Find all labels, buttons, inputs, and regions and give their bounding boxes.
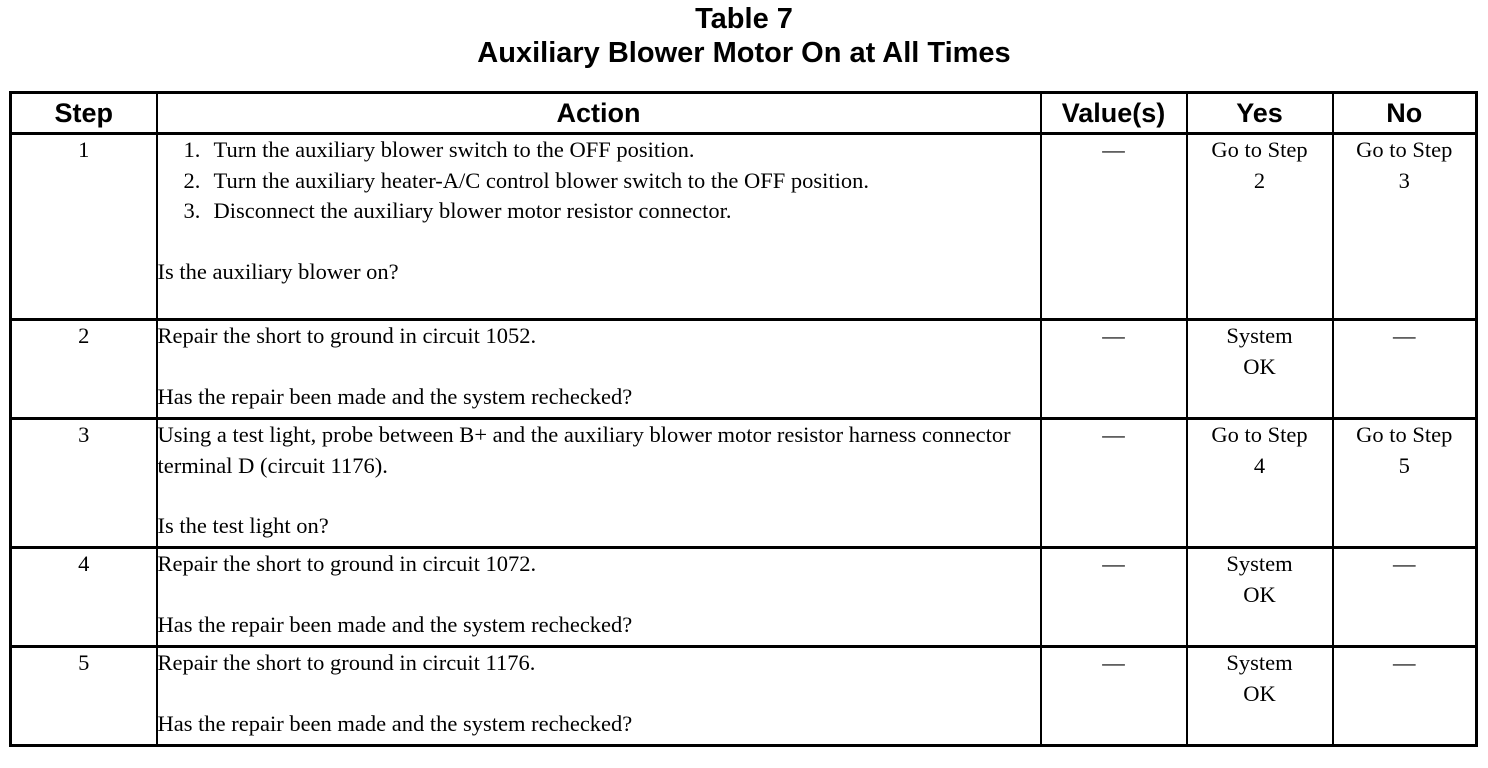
value-cell: — [1041,419,1187,548]
no-label: — [1393,551,1416,576]
no-cell [1333,647,1477,746]
step-number: 2 [11,320,157,419]
step-number: 4 [11,548,157,647]
no-label: Go to Step [1356,137,1453,162]
action-cell [157,419,1041,548]
no-cell [1333,134,1477,320]
yes-target: OK [1243,353,1276,379]
column-header-action: Action [157,93,1041,134]
table-subtitle: Auxiliary Blower Motor On at All Times [477,37,1011,69]
yes-cell [1187,548,1333,647]
list-item-number: 1. [183,137,201,162]
action-cell [157,320,1041,419]
no-target: 5 [1398,452,1410,478]
action-question: Has the repair been made and the system rechecked? [157,710,633,736]
yes-label: System [1226,551,1293,576]
yes-cell [1187,134,1333,320]
yes-target: OK [1243,680,1276,706]
action-steps-list [158,135,1040,227]
yes-label: Go to Step [1211,137,1308,162]
value-cell: — [1041,134,1187,320]
no-label: — [1393,650,1416,675]
step-number: 3 [11,419,157,548]
yes-label: System [1226,650,1293,675]
column-header-step: Step [11,93,157,134]
no-cell [1333,419,1477,548]
list-item-text: Turn the auxiliary blower switch to the OFF position. [213,137,695,162]
action-question: Has the repair been made and the system rechecked? [157,383,633,409]
table-row [11,647,1477,746]
column-header-yes: Yes [1187,93,1333,134]
no-cell [1333,548,1477,647]
step-number: 1 [11,134,157,320]
action-cell [157,134,1041,320]
action-text: Using a test light, probe between B+ and the auxiliary blower motor resistor harness connector terminal D (circuit 1176). [157,422,1011,478]
list-item-text: Turn the auxiliary heater-A/C control blower switch to the OFF position. [213,167,870,193]
no-target: 3 [1398,167,1410,193]
value-cell: — [1041,647,1187,746]
action-text: Repair the short to ground in circuit 1072. [157,551,537,576]
list-item [184,135,1040,166]
table-title: Table 7 [695,3,793,35]
list-item-number: 3. [183,198,201,223]
list-item-number: 2. [183,167,201,193]
column-header-no: No [1333,93,1477,134]
list-item-text: Disconnect the auxiliary blower motor resistor connector. [213,198,732,223]
no-label: — [1393,323,1416,348]
action-cell [157,548,1041,647]
yes-cell [1187,647,1333,746]
action-cell [157,647,1041,746]
yes-target: 4 [1253,452,1266,478]
value-cell: — [1041,548,1187,647]
list-item [184,196,1040,227]
table-row [11,548,1477,647]
table-row [11,419,1477,548]
step-number: 5 [11,647,157,746]
action-question: Is the test light on? [157,513,329,538]
action-question: Is the auxiliary blower on? [157,258,399,284]
yes-cell [1187,320,1333,419]
table-row [11,134,1477,320]
diagnostic-table [9,91,1478,747]
action-text: Repair the short to ground in circuit 1052. [157,323,537,348]
list-item [184,166,1040,197]
value-cell: — [1041,320,1187,419]
yes-label: Go to Step [1211,422,1308,447]
no-cell [1333,320,1477,419]
yes-target: OK [1243,581,1276,607]
no-label: Go to Step [1356,422,1453,447]
action-question: Has the repair been made and the system rechecked? [157,611,633,637]
yes-label: System [1226,323,1293,348]
header-row [11,93,1477,134]
yes-target: 2 [1253,167,1266,193]
yes-cell [1187,419,1333,548]
table-row [11,320,1477,419]
action-text: Repair the short to ground in circuit 1176. [157,650,536,675]
column-header-values: Value(s) [1041,93,1187,134]
